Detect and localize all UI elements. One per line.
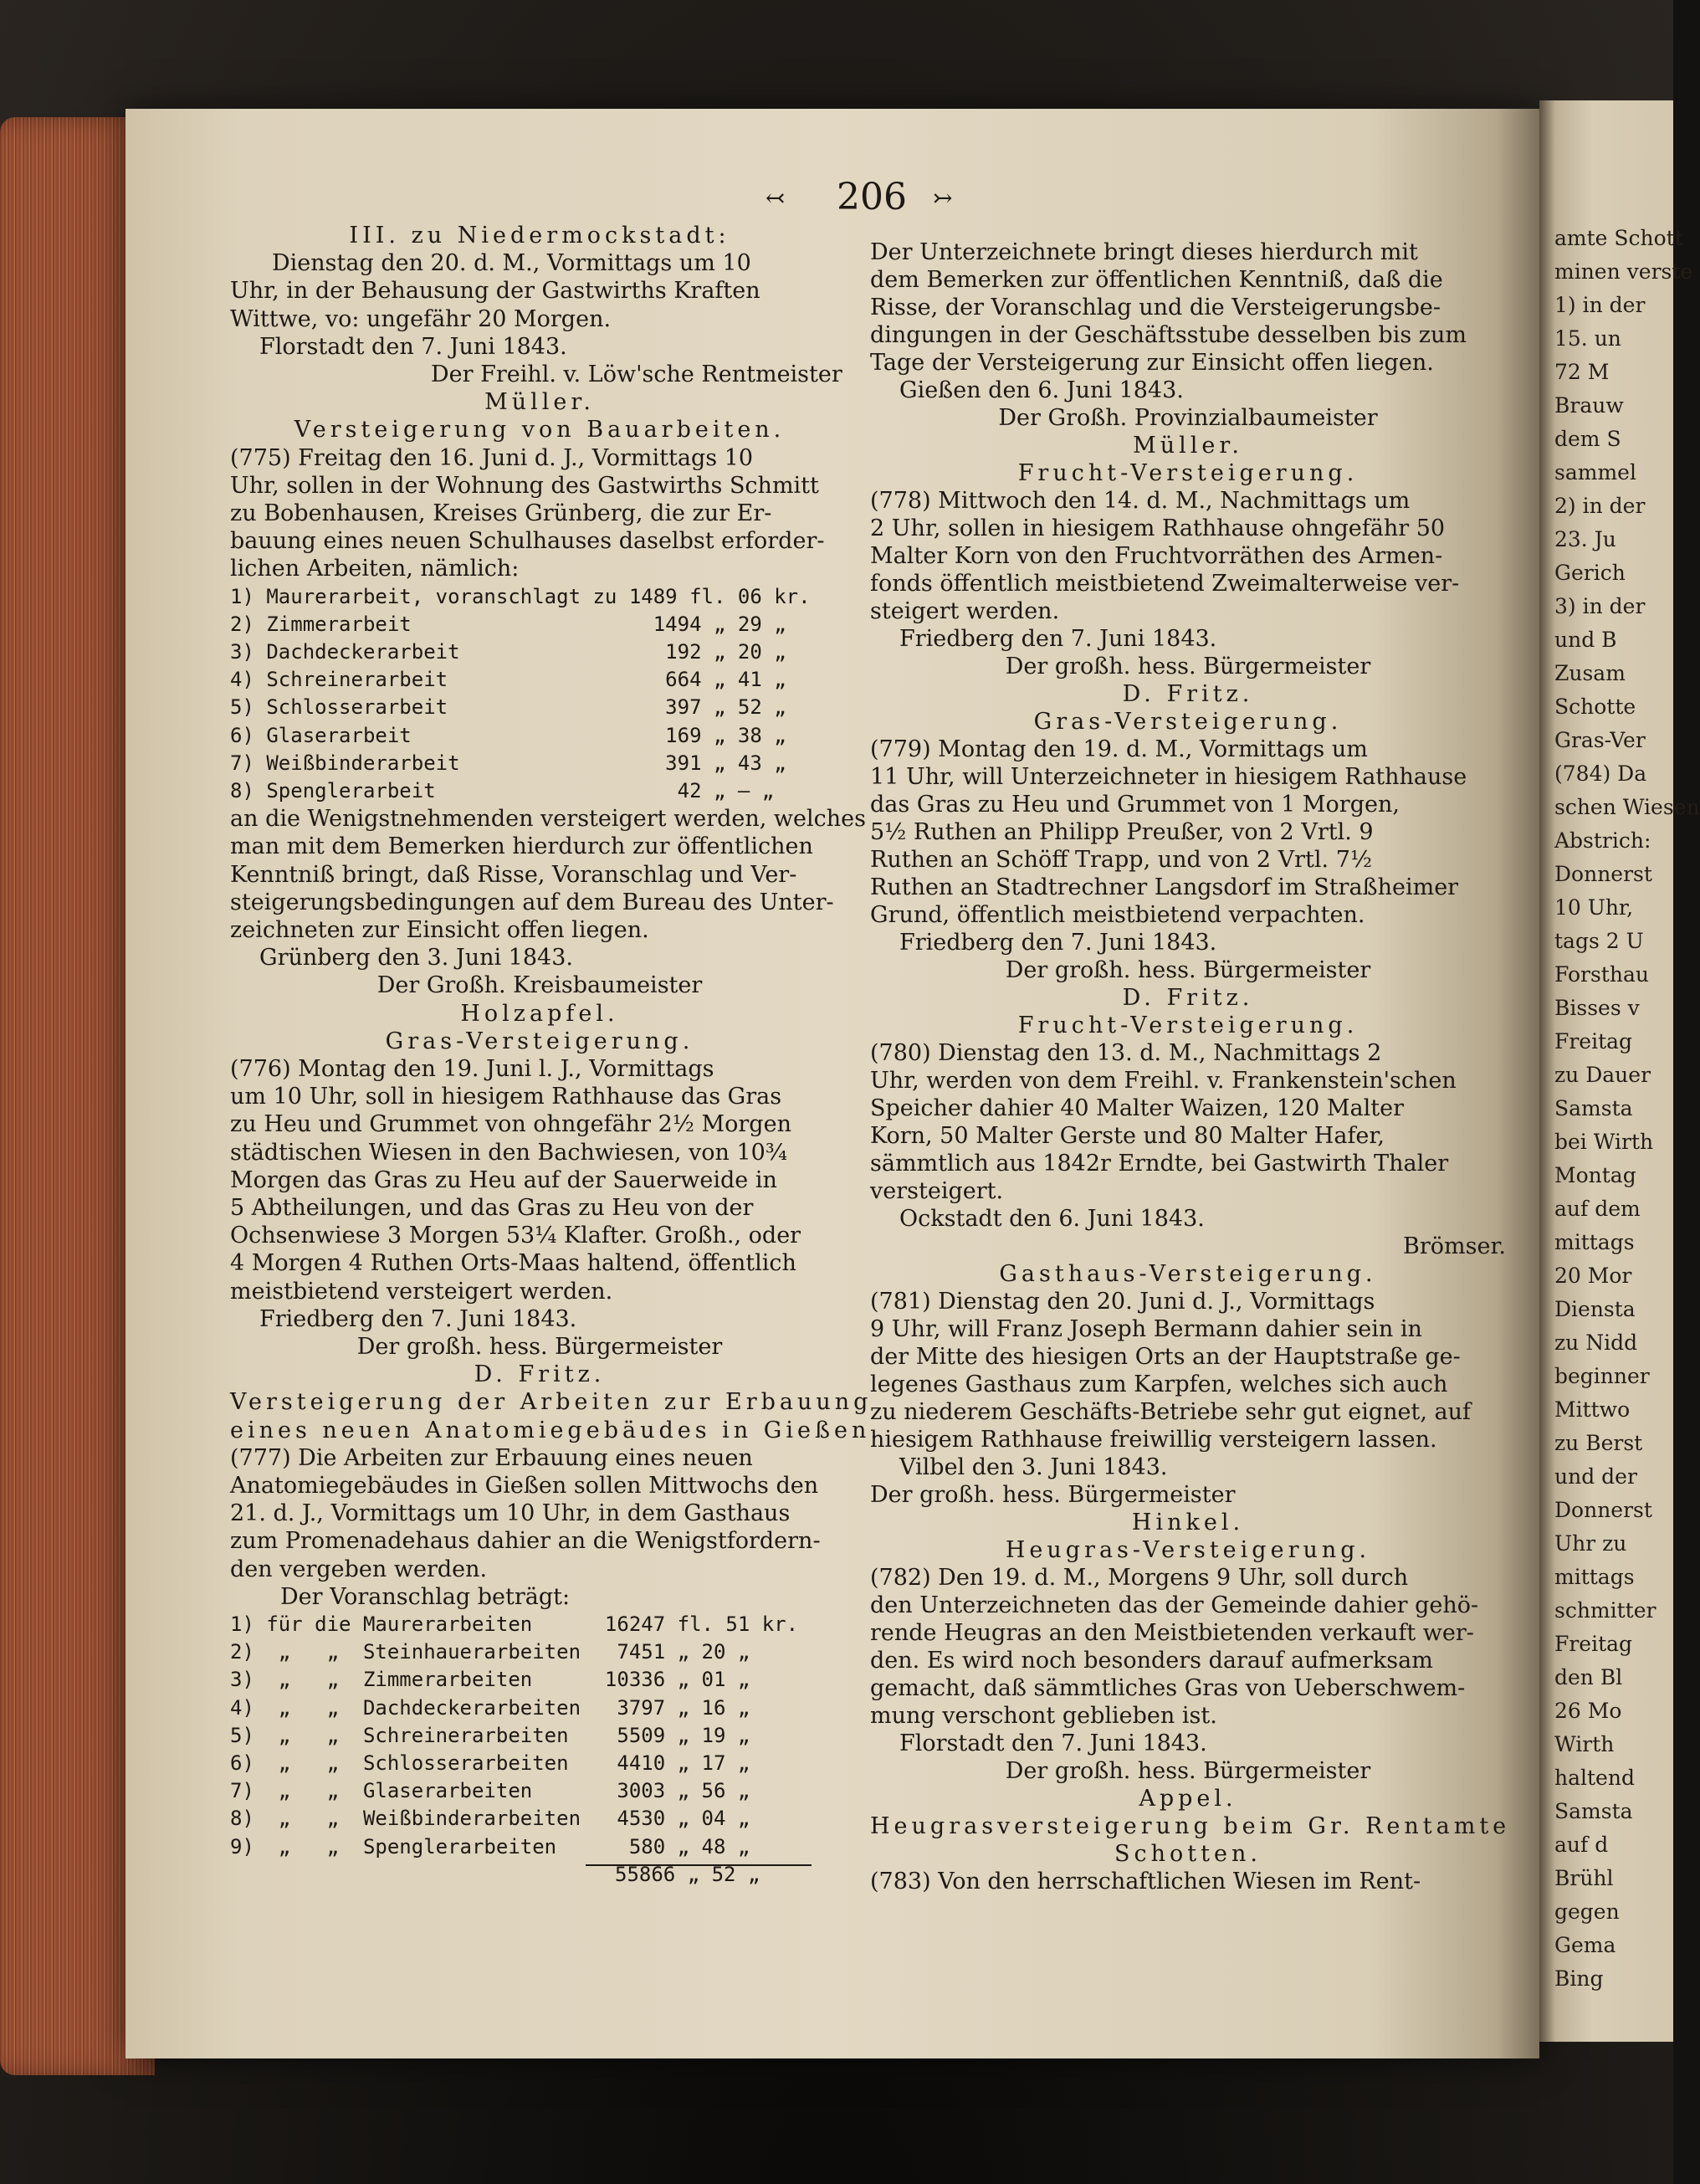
fragment-line: haltend [1554, 1766, 1635, 1790]
text-line: 2 Uhr, sollen in hiesigem Rathhause ohngefähr 50 [870, 515, 1446, 541]
text-line: Der Unterzeichnete bringt dieses hierdurch mit [870, 239, 1418, 265]
text-line: rende Heugras an den Meistbietenden verkauft wer- [870, 1620, 1474, 1646]
text-line: 1) für die Maurerarbeiten 16247 fl. 51 kr. [230, 1612, 799, 1636]
text-line: Der großh. hess. Bürgermeister [1005, 654, 1371, 679]
text-line: Der Voranschlag beträgt: [280, 1583, 571, 1610]
text-line: versteigert. [870, 1178, 1004, 1204]
fragment-line: Samsta [1554, 1799, 1633, 1823]
fragment-line: auf d [1554, 1833, 1609, 1857]
text-line: Friedberg den 7. Juni 1843. [259, 1305, 577, 1332]
text-line: 2) „ „ Steinhauerarbeiten 7451 „ 20 „ [230, 1640, 750, 1664]
ornament-right: ↣ [933, 184, 953, 212]
text-line: (783) Von den herrschaftlichen Wiesen im Rent- [870, 1869, 1421, 1894]
text-line: Ochsenwiese 3 Morgen 53¼ Klafter. Großh., oder [230, 1223, 801, 1249]
text-line: Heugrasversteigerung beim Gr. Rentamte [870, 1813, 1511, 1839]
text-line: Grünberg den 3. Juni 1843. [259, 945, 573, 972]
text-line: (775) Freitag den 16. Juni d. J., Vormittags 10 [230, 444, 754, 471]
text-line: zu Bobenhausen, Kreises Grünberg, die zur Er- [230, 500, 772, 526]
text-line: 6) „ „ Schlosserarbeiten 4410 „ 17 „ [230, 1751, 750, 1775]
fragment-line: Gras-Ver [1554, 728, 1646, 752]
fragment-line: den Bl [1554, 1665, 1623, 1689]
text-line: Der großh. hess. Bürgermeister [1005, 1758, 1371, 1784]
fragment-line: Gerich [1554, 561, 1626, 585]
ornament-left: ↢ [766, 184, 786, 212]
fragment-line: Abstrich: [1554, 828, 1651, 853]
next-page-fragment [1539, 100, 1700, 2042]
fragment-line: und der [1554, 1464, 1637, 1489]
text-line: 2) Zimmerarbeit 1494 „ 29 „ [230, 612, 786, 636]
text-line: D. Fritz. [474, 1361, 606, 1388]
text-line: Schotten. [1114, 1841, 1262, 1867]
text-line: meistbietend versteigert werden. [230, 1278, 613, 1305]
text-line: Grund, öffentlich meistbietend verpachten. [870, 902, 1365, 928]
text-line: 8) „ „ Weißbinderarbeiten 4530 „ 04 „ [230, 1807, 750, 1831]
text-line: legenes Gasthaus zum Karpfen, welches sich auch [870, 1371, 1448, 1397]
text-line: 1) Maurerarbeit, voranschlagt zu 1489 fl. 06 kr. [230, 584, 811, 608]
fragment-line: 72 M [1554, 360, 1610, 384]
text-line: steigert werden. [870, 598, 1060, 624]
fragment-line: 15. un [1554, 326, 1621, 351]
text-line: Florstadt den 7. Juni 1843. [899, 1730, 1207, 1756]
text-line: Dienstag den 20. d. M., Vormittags um 10 [272, 250, 751, 277]
text-line: 55866 „ 52 „ [615, 1862, 760, 1886]
text-line: Der großh. hess. Bürgermeister [356, 1334, 723, 1360]
text-line: Der Großh. Kreisbaumeister [376, 972, 703, 999]
text-line: Müller. [1133, 433, 1243, 459]
fragment-line: tags 2 U [1554, 929, 1644, 953]
text-line: mung verschont geblieben ist. [870, 1703, 1217, 1729]
text-line: Hinkel. [1131, 1510, 1245, 1535]
text-line: Gras-Versteigerung. [385, 1028, 694, 1054]
text-line: Florstadt den 7. Juni 1843. [259, 333, 567, 360]
fragment-line: Brühl [1554, 1866, 1614, 1890]
text-line: (780) Dienstag den 13. d. M., Nachmittags 2 [870, 1040, 1382, 1066]
text-line: zeichneten zur Einsicht offen liegen. [230, 917, 649, 943]
text-line: Holzapfel. [460, 1000, 619, 1027]
text-line: Uhr, in der Behausung der Gastwirths Kraften [230, 278, 760, 305]
text-line: Versteigerung von Bauarbeiten. [294, 417, 786, 443]
text-line: fonds öffentlich meistbietend Zweimalterweise ver- [870, 571, 1460, 597]
text-line: Ockstadt den 6. Juni 1843. [899, 1206, 1205, 1232]
fragment-line: (784) Da [1554, 761, 1647, 786]
text-line: den Unterzeichneten das der Gemeinde dahier gehö- [870, 1592, 1479, 1618]
text-line: Brömser. [1403, 1233, 1506, 1259]
text-line: (781) Dienstag den 20. Juni d. J., Vormittags [870, 1289, 1375, 1315]
fragment-line: 2) in der [1554, 494, 1646, 518]
text-line: zum Promenadehaus dahier an die Wenigstfordern- [230, 1528, 821, 1555]
fragment-line: mittags [1554, 1565, 1635, 1589]
text-line: Uhr, sollen in der Wohnung des Gastwirths Schmitt [230, 472, 819, 499]
fragment-line: Freitag [1554, 1029, 1633, 1054]
fragment-line: Samsta [1554, 1096, 1633, 1120]
text-line: Gießen den 6. Juni 1843. [899, 377, 1184, 403]
fragment-line: 3) in der [1554, 594, 1646, 618]
text-line: (777) Die Arbeiten zur Erbauung eines neuen [230, 1444, 753, 1471]
text-line: Appel. [1139, 1786, 1237, 1812]
fragment-line: Zusam [1554, 661, 1626, 685]
text-line: Friedberg den 7. Juni 1843. [899, 930, 1217, 956]
fragment-line: dem S [1554, 427, 1621, 451]
fragment-line: 10 Uhr, [1554, 895, 1634, 920]
text-line: Gasthaus-Versteigerung. [999, 1261, 1377, 1287]
fragment-line: Bisses v [1554, 996, 1640, 1020]
text-line: III. zu Niedermockstadt: [349, 223, 730, 249]
text-line: Der Großh. Provinzialbaumeister [998, 405, 1378, 431]
text-line: Uhr, werden von dem Freihl. v. Frankenstein'schen [870, 1068, 1457, 1094]
fragment-line: Montag [1554, 1163, 1636, 1187]
text-line: Korn, 50 Malter Gerste und 80 Malter Hafer, [870, 1123, 1385, 1149]
text-line: 8) Spenglerarbeit 42 „ — „ [230, 779, 775, 802]
sum-rule [586, 1864, 812, 1866]
text-line: der Mitte des hiesigen Orts an der Hauptstraße ge- [870, 1344, 1461, 1370]
text-line: hiesigem Rathhause freiwillig versteigern lassen. [870, 1427, 1437, 1453]
fragment-line: gegen [1554, 1899, 1620, 1924]
text-line: um 10 Uhr, soll in hiesigem Rathhause das Gras [230, 1084, 782, 1110]
fragment-line: sammel [1554, 460, 1636, 484]
text-line: D. Fritz. [1122, 681, 1254, 707]
text-line: eines neuen Anatomiegebäudes in Gießen. [230, 1417, 882, 1443]
text-line: 3) „ „ Zimmerarbeiten 10336 „ 01 „ [230, 1668, 750, 1692]
fragment-line: Donnerst [1554, 1498, 1652, 1522]
text-line: Der großh. hess. Bürgermeister [870, 1482, 1236, 1508]
text-line: Der großh. hess. Bürgermeister [1005, 957, 1371, 983]
text-line: 5½ Ruthen an Philipp Preußer, von 2 Vrtl. 9 [870, 819, 1374, 845]
text-line: Wittwe, vo: ungefähr 20 Morgen. [230, 305, 612, 332]
text-line: Anatomiegebäudes in Gießen sollen Mittwochs den [230, 1473, 819, 1499]
text-line: 6) Glaserarbeit 169 „ 38 „ [230, 723, 786, 747]
fragment-line: schen Wiesen [1554, 795, 1700, 819]
text-line: lichen Arbeiten, nämlich: [230, 556, 520, 582]
fragment-line: zu Dauer [1554, 1063, 1651, 1087]
text-line: (782) Den 19. d. M., Morgens 9 Uhr, soll durch [870, 1565, 1409, 1591]
text-line: gemacht, daß sämmtliches Gras von Ueberschwem- [870, 1675, 1466, 1701]
text-line: Risse, der Voranschlag und die Versteigerungsbe- [870, 295, 1441, 320]
text-line: Tage der Versteigerung zur Einsicht offen liegen. [870, 350, 1434, 376]
fragment-line: amte Schott [1554, 226, 1683, 250]
text-line: 7) Weißbinderarbeit 391 „ 43 „ [230, 751, 786, 775]
text-line: 4) „ „ Dachdeckerarbeiten 3797 „ 16 „ [230, 1695, 750, 1720]
text-line: (779) Montag den 19. d. M., Vormittags um [870, 736, 1368, 762]
text-line: den vergeben werden. [230, 1556, 488, 1582]
text-line: Gras-Versteigerung. [1033, 709, 1343, 735]
text-line: (776) Montag den 19. Juni l. J., Vormittags [230, 1056, 714, 1082]
fragment-line: und B [1554, 628, 1617, 652]
fragment-line: Bing [1554, 1966, 1604, 1991]
text-line: Müller. [484, 389, 595, 416]
fragment-line: Brauw [1554, 393, 1624, 418]
fragment-line: Donnerst [1554, 862, 1652, 886]
text-line: 5 Abtheilungen, und das Gras zu Heu von der [230, 1195, 754, 1221]
text-line: Kenntniß bringt, daß Risse, Voranschlag und Ver- [230, 861, 797, 888]
fragment-line: Gema [1554, 1933, 1616, 1957]
text-line: 4 Morgen 4 Ruthen Orts-Maas haltend, öffentlich [230, 1250, 796, 1277]
text-line: D. Fritz. [1122, 985, 1254, 1011]
fragment-line: zu Berst [1554, 1431, 1643, 1455]
fragment-line: Schotte [1554, 695, 1636, 719]
fragment-line: bei Wirth [1554, 1130, 1654, 1154]
text-line: Ruthen an Schöff Trapp, und von 2 Vrtl. 7½ [870, 847, 1373, 873]
text-line: zu Heu und Grummet von ohngefähr 2½ Morgen [230, 1111, 791, 1138]
fragment-line: Freitag [1554, 1632, 1633, 1656]
page-number: 206 [837, 176, 907, 218]
text-line: dingungen in der Geschäftsstube desselben bis zum [870, 322, 1467, 348]
fragment-line: minen verste [1554, 259, 1693, 284]
text-line: Der Freihl. v. Löw'sche Rentmeister [431, 361, 842, 387]
fragment-line: 23. Ju [1554, 527, 1616, 551]
text-line: 5) Schlosserarbeit 397 „ 52 „ [230, 695, 786, 720]
fragment-line: schmitter [1554, 1598, 1656, 1623]
text-line: 9) „ „ Spenglerarbeiten 580 „ 48 „ [230, 1834, 750, 1858]
text-line: 3) Dachdeckerarbeit 192 „ 20 „ [230, 640, 786, 664]
text-line: (778) Mittwoch den 14. d. M., Nachmittags um [870, 488, 1411, 514]
text-line: 21. d. J., Vormittags um 10 Uhr, in dem Gasthaus [230, 1500, 791, 1527]
text-line: den. Es wird noch besonders darauf aufmerksam [870, 1648, 1433, 1674]
text-line: an die Wenigstnehmenden versteigert werden, welches [230, 806, 866, 833]
text-line: Frucht-Versteigerung. [1017, 460, 1359, 486]
fragment-line: mittags [1554, 1230, 1635, 1254]
fragment-line: 26 Mo [1554, 1699, 1622, 1723]
text-line: Friedberg den 7. Juni 1843. [899, 626, 1217, 652]
text-line: bauung eines neuen Schulhauses daselbst erforder- [230, 528, 825, 555]
text-line: man mit dem Bemerken hierdurch zur öffentlichen [230, 833, 813, 860]
text-line: 7) „ „ Glaserarbeiten 3003 „ 56 „ [230, 1779, 750, 1803]
text-line: 11 Uhr, will Unterzeichneter in hiesigem Rathhause [870, 764, 1467, 790]
text-line: Malter Korn von den Fruchtvorräthen des Armen- [870, 543, 1443, 569]
text-line: 4) Schreinerarbeit 664 „ 41 „ [230, 668, 786, 692]
fragment-line: Forsthau [1554, 962, 1649, 987]
text-line: 5) „ „ Schreinerarbeiten 5509 „ 19 „ [230, 1723, 750, 1747]
text-line: sämmtlich aus 1842r Erndte, bei Gastwirth Thaler [870, 1151, 1449, 1177]
text-line: Versteigerung der Arbeiten zur Erbauung [230, 1389, 873, 1416]
fragment-line: Wirth [1554, 1732, 1615, 1756]
fragment-line: Uhr zu [1554, 1531, 1627, 1556]
fragment-line: Mittwo [1554, 1397, 1631, 1422]
fragment-line: beginner [1554, 1364, 1650, 1388]
text-line: 9 Uhr, will Franz Joseph Bermann dahier sein in [870, 1316, 1422, 1342]
text-line: steigerungsbedingungen auf dem Bureau des Unter- [230, 889, 834, 915]
text-line: Heugras-Versteigerung. [1005, 1537, 1371, 1563]
text-line: Morgen das Gras zu Heu auf der Sauerweide in [230, 1166, 777, 1193]
text-line: städtischen Wiesen in den Bachwiesen, von 10¾ [230, 1139, 787, 1166]
text-line: Speicher dahier 40 Malter Waizen, 120 Malter [870, 1095, 1405, 1121]
fragment-line: 20 Mor [1554, 1264, 1632, 1288]
text-line: das Gras zu Heu und Grummet von 1 Morgen, [870, 792, 1400, 818]
text-line: dem Bemerken zur öffentlichen Kenntniß, daß die [870, 267, 1443, 293]
fragment-line: Diensta [1554, 1297, 1636, 1321]
fragment-line: 1) in der [1554, 293, 1646, 317]
text-line: Frucht-Versteigerung. [1017, 1013, 1359, 1038]
text-line: zu niederem Geschäfts-Betriebe sehr gut eignet, auf [870, 1399, 1471, 1425]
text-line: Ruthen an Stadtrechner Langsdorf im Straßheimer [870, 874, 1459, 900]
fragment-line: auf dem [1554, 1197, 1641, 1221]
text-line: Vilbel den 3. Juni 1843. [899, 1454, 1168, 1480]
fragment-line: zu Nidd [1554, 1330, 1638, 1355]
